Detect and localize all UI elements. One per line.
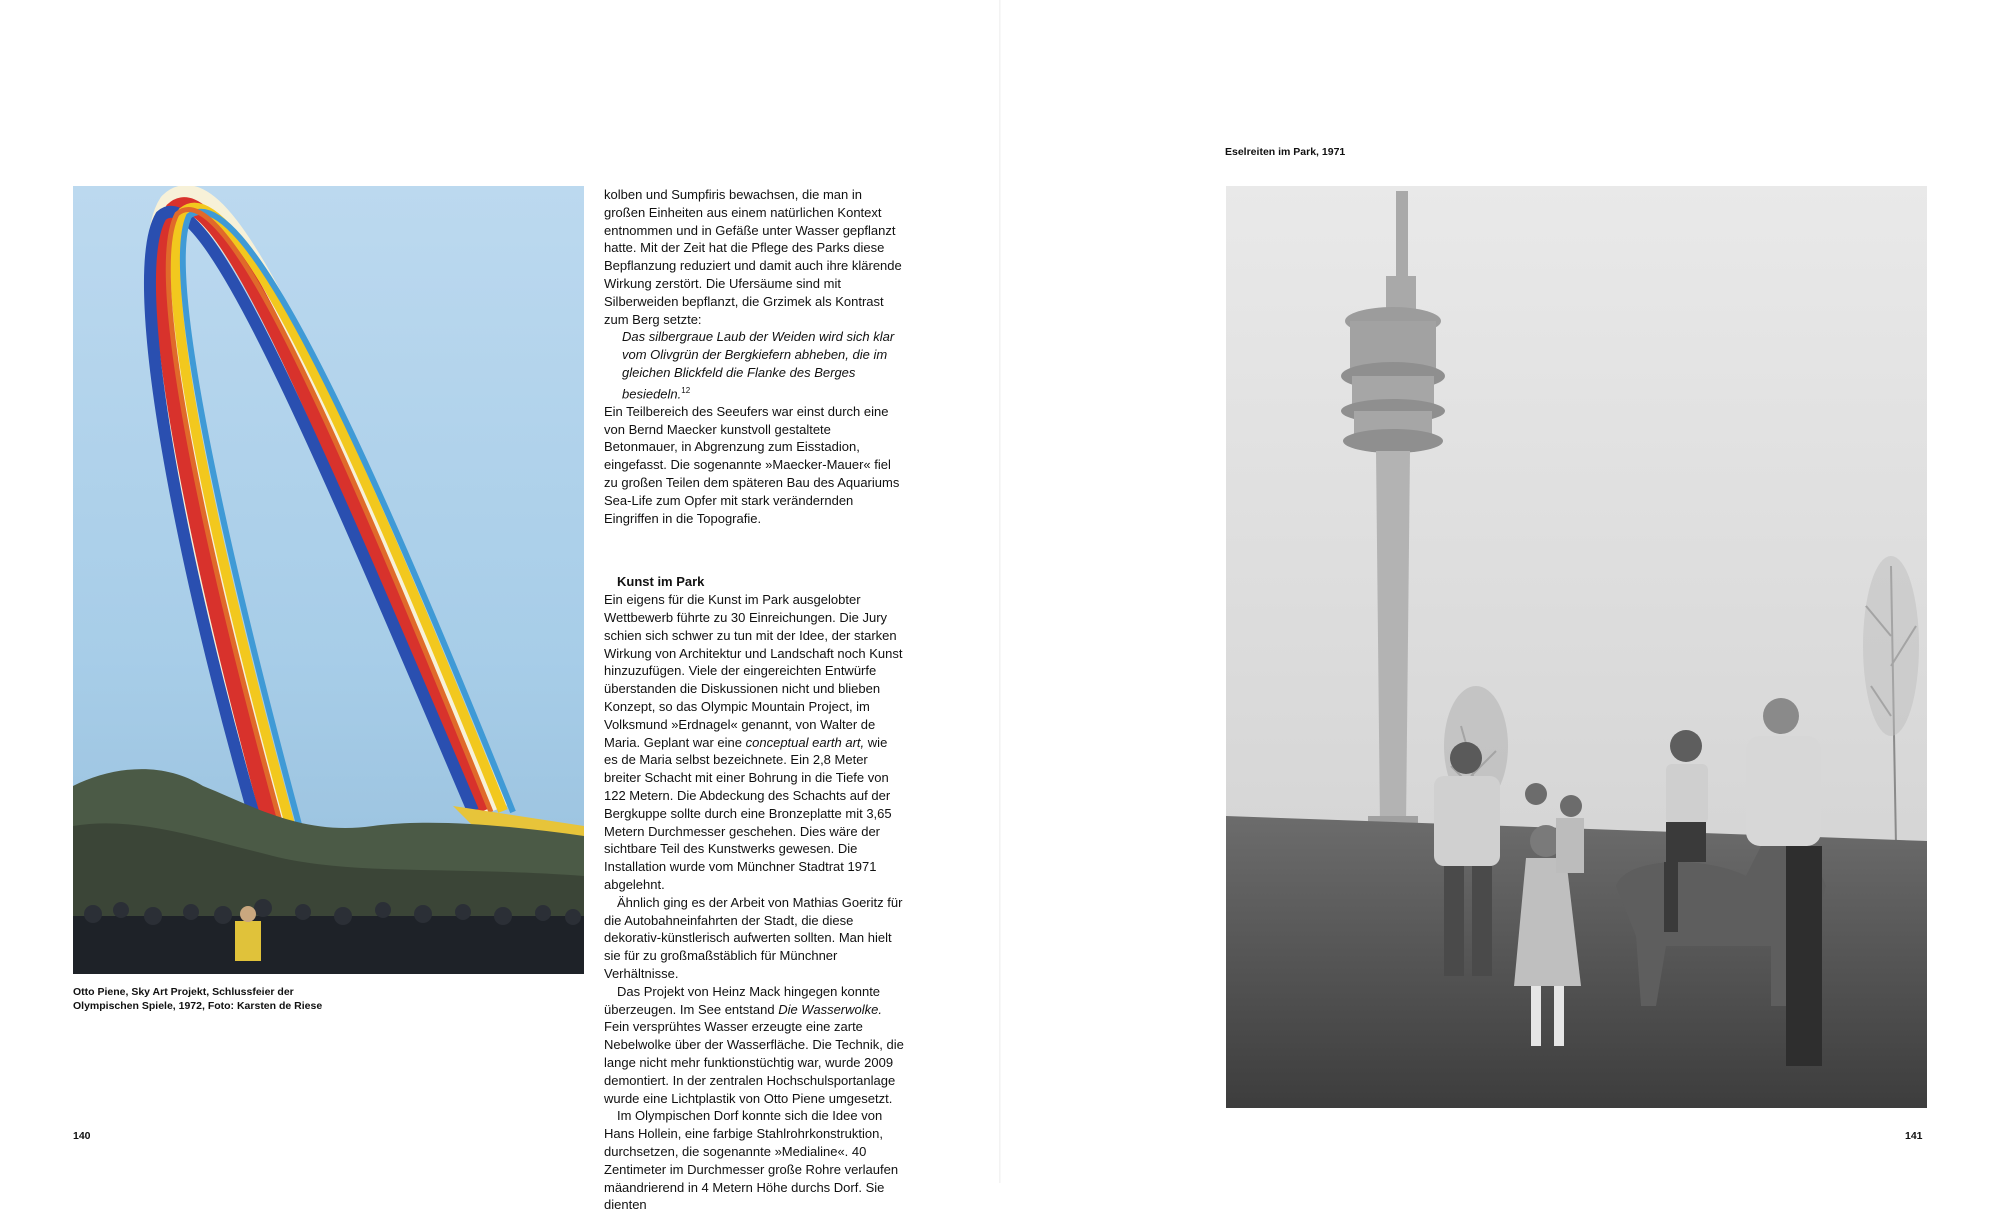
text-run: Das Projekt von Heinz Mack hingegen konnte überzeugen. Im See entstand: [604, 983, 881, 1017]
text-italic: Die Wasserwolke.: [778, 1001, 882, 1017]
footnote-ref: 12: [681, 385, 691, 395]
section-heading: Kunst im Park: [617, 574, 705, 590]
page-number-right: 141: [1905, 1130, 1923, 1142]
text-run: Fein versprühtes Wasser erzeugte eine zarte Nebelwolke über der Wasserfläche. Die Technik, die lange nicht mehr funktionstüchtig war, wurde 2009 demontiert. In der zentralen Hochschulsportanlage wurde eine Lichtplastik von Otto Piene umgesetzt.: [604, 1019, 904, 1106]
quotation: [622, 328, 904, 403]
paragraph: kolben und Sumpfiris bewachsen, die man in großen Einheiten aus einem natürlichen Kontext entnommen und in Gefäße unter Wasser gepflanzt hatte. Mit der Zeit hat die Pflege des Parks diese Bepflanzung reduziert und damit auch ihre klärende Wirkung zerstört. Die Ufersäume sind mit Silberweiden bepflanzt, die Grzimek als Kontrast zum Berg setzte:: [604, 187, 902, 327]
text-italic: conceptual earth art,: [745, 734, 865, 750]
photo-caption-right: Eselreiten im Park, 1971: [1225, 146, 1346, 158]
body-text-column: [604, 186, 904, 1214]
page-number-left: 140: [73, 1130, 91, 1142]
photo-caption-left: [73, 985, 403, 1013]
book-gutter: [999, 0, 1001, 1183]
paragraph: [604, 591, 904, 894]
text-run: wie es de Maria selbst bezeichnete. Ein 2,8 Meter breiter Schacht mit einer Bohrung in die Tiefe von 122 Metern. Die Abdeckung des Schachts auf der Bergkuppe sollte durch eine Bronzeplatte mit 3,65 Metern Durchmesser geschehen. Dies wäre der sichtbare Teil des Kunstwerks gewesen. Die Installation wurde vom Münchner Stadtrat 1971 abgelehnt.: [604, 734, 892, 893]
caption-line: Otto Piene, Sky Art Projekt, Schlussfeier der: [73, 986, 294, 998]
text-run: Ein eigens für die Kunst im Park ausgelobter Wettbewerb führte zu 30 Einreichungen. Die Jury schien sich schwer zu tun mit der Idee, der starken Wirkung von Architektur und Landschaft noch Kunst hinzuzufügen. Viele der eingereichten Entwürfe überstanden die Diskussionen nicht und blieben Konzept, so das Olympic Mountain Project, im Volksmund »Erdnagel« genannt, von Walter de Maria. Geplant war eine: [604, 592, 903, 750]
donkey-ride-photo: [1226, 186, 1927, 1108]
sky-art-photo: [73, 186, 584, 974]
quote-text: Das silbergraue Laub der Weiden wird sich klar vom Olivgrün der Bergkiefern abheben, die im gleichen Blickfeld die Flanke des Berges besiedeln.: [622, 329, 895, 402]
paragraph: [604, 983, 904, 1108]
caption-line: Olympischen Spiele, 1972, Foto: Karsten de Riese: [73, 1000, 323, 1012]
paragraph: Ein Teilbereich des Seeufers war einst durch eine von Bernd Maecker kunstvoll gestaltete Betonmauer, in Abgrenzung zum Eisstadion, eingefasst. Die sogenannte »Maecker-Mauer« fiel zu großen Teilen dem späteren Bau des Aquariums Sea-Life zum Opfer mit stark verändernden Eingriffen in die Topografie.: [604, 403, 900, 526]
paragraph: Ähnlich ging es der Arbeit von Mathias Goeritz für die Autobahneinfahrten der Stadt, die diese dekorativ-künstlerisch aufwerten sollten. Man hielt sie für zu großmaßstäblich für Münchner Verhältnisse.: [604, 894, 903, 981]
paragraph: Im Olympischen Dorf konnte sich die Idee von Hans Hollein, eine farbige Stahlrohrkonstruktion, durchsetzen, die sogenannte »Medialine«. 40 Zentimeter im Durchmesser große Rohre verlaufen mäandrierend in 4 Metern Höhe durchs Dorf. Sie dienten: [604, 1108, 899, 1213]
